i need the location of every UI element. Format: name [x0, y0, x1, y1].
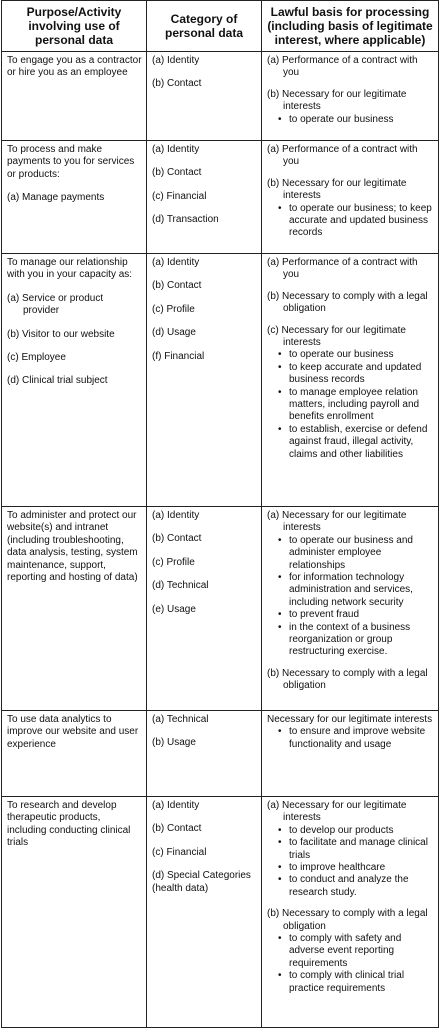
category-cell [147, 254, 262, 507]
basis-bullet: • to develop our products [289, 825, 434, 837]
basis-bullet-list [267, 203, 434, 240]
table-row [2, 254, 439, 507]
purpose-text: To engage you as a contractor or hire you as an employee [7, 55, 142, 79]
category-item: (d) Technical [152, 580, 209, 592]
purpose-cell [2, 711, 147, 797]
basis-bullet: • to comply with clinical trial practice requirements [289, 970, 434, 995]
basis-cell [262, 507, 439, 711]
basis-cell [262, 711, 439, 797]
basis-cell [262, 141, 439, 254]
header-category: Category of personal data [147, 1, 262, 52]
basis-bullet-list [267, 535, 434, 659]
table-header-row [2, 1, 439, 52]
basis-bullet: • in the context of a business reorganization or group restructuring exercise. [289, 622, 434, 659]
category-item: (b) Contact [152, 823, 202, 835]
purpose-text: To research and develop therapeutic products, including conducting clinical trials [7, 800, 131, 849]
basis-bullet: • to operate our business and administer employee relationships [289, 535, 434, 572]
purpose-text: (a) Service or product provider [7, 292, 104, 317]
basis-bullet: • to establish, exercise or defend against fraud, illegal activity, claims and other liabilities [289, 424, 434, 461]
table-row [2, 797, 439, 1028]
purpose-cell [2, 254, 147, 507]
category-item: (a) Identity [152, 257, 200, 268]
purpose-text: (c) Employee [7, 352, 66, 364]
basis-text: (a) Performance of a contract with you [267, 55, 418, 79]
basis-bullet: • to ensure and improve website functionality and usage [289, 726, 434, 751]
category-cell [147, 797, 262, 1028]
basis-bullet: • to conduct and analyze the research study. [289, 874, 434, 899]
basis-bullet: • to operate our business; to keep accurate and updated business records [289, 203, 434, 240]
basis-bullet-list [267, 114, 434, 126]
category-item: (a) Identity [152, 800, 200, 811]
basis-bullet-list [267, 726, 434, 751]
basis-text: (b) Necessary for our legitimate interests [267, 177, 407, 202]
purpose-text: (d) Clinical trial subject [7, 375, 108, 387]
category-item: (a) Technical [152, 714, 209, 725]
lawful-basis-table [1, 0, 439, 1028]
basis-text: (b) Necessary for our legitimate interests [267, 88, 407, 113]
category-item: (a) Identity [152, 55, 200, 66]
header-purpose: Purpose/Activity involving use of personal data [2, 1, 147, 52]
table-row [2, 52, 439, 141]
table-row [2, 141, 439, 254]
purpose-cell [2, 797, 147, 1028]
purpose-cell [2, 141, 147, 254]
category-item: (c) Profile [152, 303, 195, 315]
basis-text: (b) Necessary to comply with a legal obligation [267, 290, 428, 315]
category-cell [147, 52, 262, 141]
category-item: (e) Usage [152, 603, 196, 615]
category-item: (b) Contact [152, 280, 202, 292]
basis-cell [262, 797, 439, 1028]
basis-bullet: • to operate our business [289, 114, 434, 126]
purpose-text: To manage our relationship with you in your capacity as: [7, 257, 133, 281]
basis-text: (a) Performance of a contract with you [267, 144, 418, 168]
basis-bullet: • to facilitate and manage clinical trials [289, 837, 434, 862]
basis-bullet: • to keep accurate and updated business records [289, 362, 434, 387]
purpose-text: (a) Manage payments [7, 192, 105, 204]
header-lawful-basis: Lawful basis for processing (including basis of legitimate interest, where applicable) [262, 1, 439, 52]
category-item: (c) Financial [152, 190, 207, 202]
category-cell [147, 141, 262, 254]
category-item: (c) Profile [152, 556, 195, 568]
category-item: (a) Identity [152, 144, 200, 155]
category-item: (b) Contact [152, 167, 202, 179]
basis-bullet-list [267, 349, 434, 461]
basis-cell [262, 254, 439, 507]
basis-bullet-list [267, 933, 434, 995]
purpose-cell [2, 507, 147, 711]
basis-text: (b) Necessary to comply with a legal obligation [267, 908, 428, 932]
basis-bullet-list [267, 825, 434, 899]
basis-text: (a) Performance of a contract with you [267, 257, 418, 281]
category-item: (d) Usage [152, 327, 196, 339]
basis-text: Necessary for our legitimate interests [267, 714, 433, 725]
table-row [2, 711, 439, 797]
category-item: (b) Contact [152, 78, 202, 90]
basis-bullet: • for information technology administration and services, including network security [289, 572, 434, 609]
basis-bullet: • to comply with safety and adverse event reporting requirements [289, 933, 434, 970]
category-item: (c) Financial [152, 846, 207, 858]
table-row [2, 507, 439, 711]
basis-text: (a) Necessary for our legitimate interests [267, 510, 407, 534]
purpose-cell [2, 52, 147, 141]
basis-bullet: • to prevent fraud [289, 609, 434, 621]
basis-text: (c) Necessary for our legitimate interests [267, 324, 406, 349]
category-item: (b) Contact [152, 533, 202, 545]
category-item: (d) Special Categories (health data) [152, 870, 251, 894]
basis-text: (b) Necessary to comply with a legal obligation [267, 667, 428, 692]
purpose-text: To use data analytics to improve our website and user experience [7, 714, 139, 750]
category-item: (f) Financial [152, 350, 205, 362]
basis-bullet: • to improve healthcare [289, 862, 434, 874]
category-item: (b) Usage [152, 737, 196, 749]
purpose-text: To administer and protect our website(s) and intranet (including troubleshooting, data analysis, testing, system maintenance, support, reporting and hosting of data) [7, 510, 138, 584]
category-item: (d) Transaction [152, 214, 219, 226]
basis-bullet: • to manage employee relation matters, including payroll and benefits enrollment [289, 387, 434, 424]
purpose-text: To process and make payments to you for services or products: [7, 144, 135, 180]
category-cell [147, 711, 262, 797]
basis-cell [262, 52, 439, 141]
basis-bullet: • to operate our business [289, 349, 434, 361]
category-item: (a) Identity [152, 510, 200, 521]
purpose-text: (b) Visitor to our website [7, 328, 115, 340]
basis-text: (a) Necessary for our legitimate interests [267, 800, 407, 824]
category-cell [147, 507, 262, 711]
